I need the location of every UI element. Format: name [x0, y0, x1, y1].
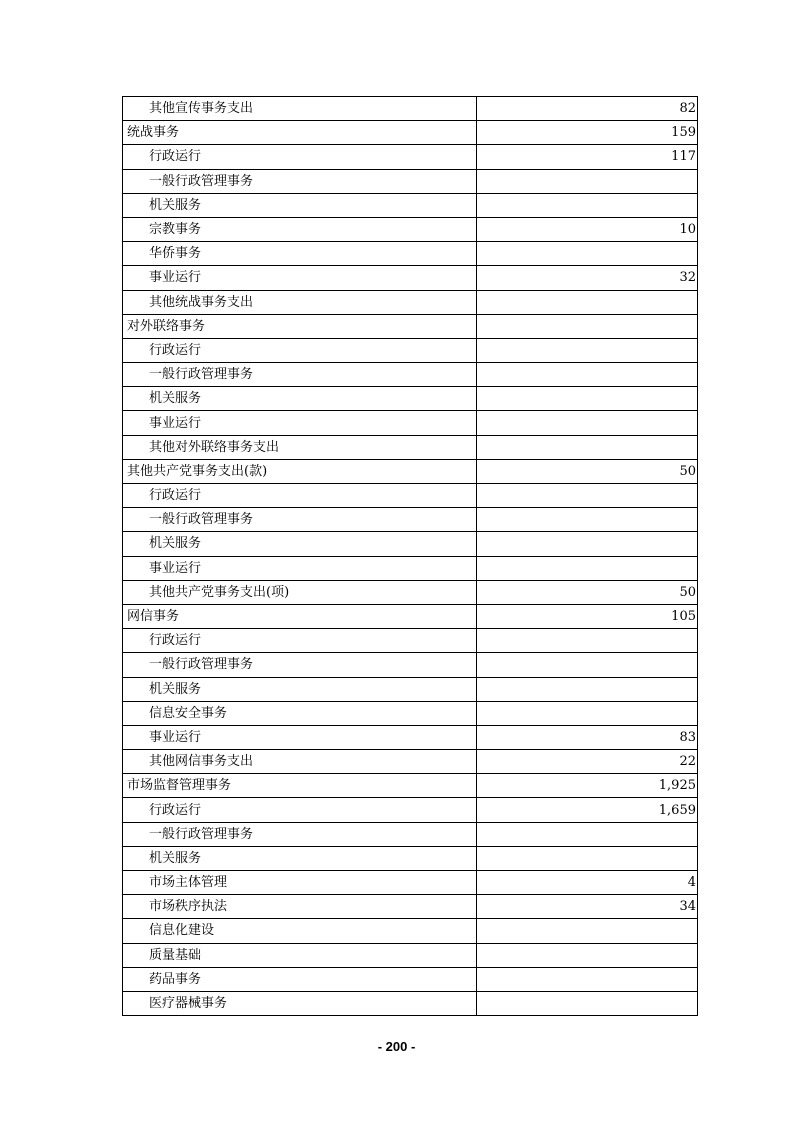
item-amount-cell	[477, 338, 698, 362]
budget-table-body	[123, 97, 698, 1016]
item-name-cell: 一般行政管理事务	[123, 363, 477, 387]
table-row	[123, 145, 698, 169]
table-row	[123, 580, 698, 604]
item-name-cell: 质量基础	[123, 943, 477, 967]
item-name-cell: 其他共产党事务支出(款)	[123, 459, 477, 483]
item-amount-cell: 83	[477, 725, 698, 749]
item-amount-cell	[477, 484, 698, 508]
item-amount-cell	[477, 967, 698, 991]
item-amount-cell: 1,659	[477, 798, 698, 822]
table-row	[123, 411, 698, 435]
item-amount-cell	[477, 701, 698, 725]
item-name-cell: 医疗器械事务	[123, 991, 477, 1015]
table-row	[123, 604, 698, 628]
item-name-cell: 事业运行	[123, 556, 477, 580]
item-amount-cell	[477, 508, 698, 532]
item-name-cell: 其他网信事务支出	[123, 750, 477, 774]
item-amount-cell	[477, 629, 698, 653]
table-row	[123, 677, 698, 701]
item-amount-cell	[477, 556, 698, 580]
item-amount-cell	[477, 677, 698, 701]
item-amount-cell: 32	[477, 266, 698, 290]
item-name-cell: 机关服务	[123, 387, 477, 411]
table-row	[123, 895, 698, 919]
table-row	[123, 363, 698, 387]
table-row	[123, 919, 698, 943]
item-name-cell: 一般行政管理事务	[123, 822, 477, 846]
table-row	[123, 725, 698, 749]
table-row	[123, 121, 698, 145]
table-row	[123, 701, 698, 725]
item-amount-cell	[477, 919, 698, 943]
item-amount-cell	[477, 290, 698, 314]
item-amount-cell	[477, 991, 698, 1015]
item-amount-cell: 117	[477, 145, 698, 169]
item-amount-cell: 22	[477, 750, 698, 774]
item-name-cell: 其他统战事务支出	[123, 290, 477, 314]
item-amount-cell	[477, 822, 698, 846]
item-amount-cell	[477, 846, 698, 870]
table-row	[123, 943, 698, 967]
table-row	[123, 846, 698, 870]
table-row	[123, 435, 698, 459]
item-name-cell: 一般行政管理事务	[123, 508, 477, 532]
item-name-cell: 统战事务	[123, 121, 477, 145]
table-row	[123, 169, 698, 193]
item-name-cell: 华侨事务	[123, 242, 477, 266]
item-amount-cell: 82	[477, 97, 698, 121]
item-name-cell: 其他对外联络事务支出	[123, 435, 477, 459]
item-name-cell: 机关服务	[123, 677, 477, 701]
item-amount-cell: 50	[477, 459, 698, 483]
item-amount-cell	[477, 532, 698, 556]
table-row	[123, 750, 698, 774]
item-name-cell: 机关服务	[123, 532, 477, 556]
table-row	[123, 967, 698, 991]
item-amount-cell	[477, 363, 698, 387]
table-row	[123, 556, 698, 580]
budget-table	[122, 96, 698, 1016]
item-name-cell: 机关服务	[123, 846, 477, 870]
item-name-cell: 其他共产党事务支出(项)	[123, 580, 477, 604]
table-row	[123, 508, 698, 532]
item-name-cell: 事业运行	[123, 266, 477, 290]
item-name-cell: 事业运行	[123, 725, 477, 749]
item-name-cell: 药品事务	[123, 967, 477, 991]
table-row	[123, 97, 698, 121]
table-row	[123, 991, 698, 1015]
table-row	[123, 266, 698, 290]
item-amount-cell	[477, 387, 698, 411]
table-row	[123, 484, 698, 508]
item-amount-cell	[477, 653, 698, 677]
item-amount-cell	[477, 411, 698, 435]
item-name-cell: 市场主体管理	[123, 871, 477, 895]
item-amount-cell	[477, 242, 698, 266]
table-row	[123, 822, 698, 846]
item-name-cell: 宗教事务	[123, 217, 477, 241]
item-name-cell: 行政运行	[123, 484, 477, 508]
item-name-cell: 信息安全事务	[123, 701, 477, 725]
item-name-cell: 行政运行	[123, 145, 477, 169]
item-name-cell: 行政运行	[123, 338, 477, 362]
item-name-cell: 市场秩序执法	[123, 895, 477, 919]
item-name-cell: 行政运行	[123, 798, 477, 822]
table-row	[123, 798, 698, 822]
table-row	[123, 871, 698, 895]
item-amount-cell: 1,925	[477, 774, 698, 798]
table-row	[123, 532, 698, 556]
item-name-cell: 网信事务	[123, 604, 477, 628]
table-row	[123, 338, 698, 362]
item-name-cell: 一般行政管理事务	[123, 653, 477, 677]
item-amount-cell: 159	[477, 121, 698, 145]
item-name-cell: 事业运行	[123, 411, 477, 435]
item-name-cell: 一般行政管理事务	[123, 169, 477, 193]
table-row	[123, 314, 698, 338]
item-name-cell: 其他宣传事务支出	[123, 97, 477, 121]
item-amount-cell: 34	[477, 895, 698, 919]
table-row	[123, 290, 698, 314]
table-row	[123, 629, 698, 653]
table-row	[123, 217, 698, 241]
item-name-cell: 对外联络事务	[123, 314, 477, 338]
table-row	[123, 653, 698, 677]
item-amount-cell	[477, 943, 698, 967]
item-amount-cell: 105	[477, 604, 698, 628]
table-row	[123, 774, 698, 798]
item-name-cell: 机关服务	[123, 193, 477, 217]
table-row	[123, 193, 698, 217]
table-row	[123, 459, 698, 483]
table-row	[123, 242, 698, 266]
item-amount-cell: 50	[477, 580, 698, 604]
item-amount-cell	[477, 314, 698, 338]
table-row	[123, 387, 698, 411]
item-amount-cell	[477, 435, 698, 459]
item-amount-cell	[477, 193, 698, 217]
item-name-cell: 行政运行	[123, 629, 477, 653]
item-amount-cell: 4	[477, 871, 698, 895]
page-number: - 200 -	[377, 1039, 416, 1054]
item-name-cell: 市场监督管理事务	[123, 774, 477, 798]
item-amount-cell	[477, 169, 698, 193]
item-amount-cell: 10	[477, 217, 698, 241]
item-name-cell: 信息化建设	[123, 919, 477, 943]
